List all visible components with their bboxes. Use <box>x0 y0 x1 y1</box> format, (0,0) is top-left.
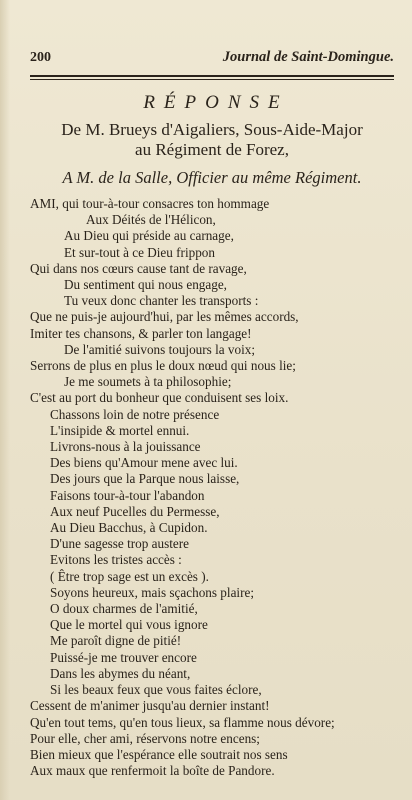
poem-line: Qu'en tout tems, qu'en tous lieux, sa flamme nous dévore; <box>30 714 335 730</box>
poem-line: Imiter tes chansons, & parler ton langage! <box>30 325 252 341</box>
header-rule <box>30 75 394 80</box>
byline <box>30 120 394 160</box>
poem-line: Evitons les tristes accès : <box>50 552 182 568</box>
poem-line: Aux Déités de l'Hélicon, <box>86 212 216 228</box>
page-number: 200 <box>30 50 51 65</box>
poem-title: RÉPONSE <box>143 92 289 113</box>
poem-line: Cessent de m'animer jusqu'au dernier instant! <box>30 698 270 714</box>
byline-line-1: De M. Brueys d'Aigaliers, Sous-Aide-Major <box>61 120 363 139</box>
poem-line: Des jours que la Parque nous laisse, <box>50 471 240 487</box>
poem-line: Des biens qu'Amour mene avec lui. <box>50 455 238 471</box>
poem-line: Serrons de plus en plus le doux nœud qui nous lie; <box>30 358 296 374</box>
running-header <box>30 48 394 67</box>
poem-line: O doux charmes de l'amitié, <box>50 601 198 617</box>
poem-line: C'est au port du bonheur que conduisent ses loix. <box>30 390 289 406</box>
poem-line: Me paroît digne de pitié! <box>50 633 182 649</box>
poem-line: Tu veux donc chanter les transports : <box>64 293 259 309</box>
poem-line: Aux maux que renfermoit la boîte de Pandore. <box>30 763 275 779</box>
poem-line: D'une sagesse trop austere <box>50 536 189 552</box>
poem-line: Livrons-nous à la jouissance <box>50 439 201 455</box>
poem-line: Que ne puis-je aujourd'hui, par les mêmes accords, <box>30 309 299 325</box>
poem-line: Au Dieu Bacchus, à Cupidon. <box>50 520 208 536</box>
poem-line: Bien mieux que l'espérance elle soutrait nos sens <box>30 746 288 762</box>
poem-line: Dans les abymes du néant, <box>50 665 191 681</box>
poem-line: AMI, qui tour-à-tour consacres ton hommage <box>30 196 270 211</box>
poem-line: De l'amitié suivons toujours la voix; <box>64 341 256 357</box>
poem-line: Pour elle, cher ami, réservons notre encens; <box>30 730 260 746</box>
poem-line: ( Être trop sage est un excès ). <box>50 568 209 584</box>
poem-line: Si les beaux feux que vous faites éclore, <box>50 682 262 698</box>
poem-line: Et sur-tout à ce Dieu frippon <box>64 244 215 260</box>
journal-title: Journal de Saint-Domingue. <box>222 49 394 65</box>
poem-line: Du sentiment qui nous engage, <box>64 277 227 293</box>
poem-body <box>30 196 394 779</box>
poem-line: Que le mortel qui vous ignore <box>50 617 208 633</box>
addressee-line: A M. de la Salle, Officier au même Régiment. <box>62 168 362 187</box>
poem-line: Qui dans nos cœurs cause tant de ravage, <box>30 260 247 276</box>
poem-line: Je me soumets à ta philosophie; <box>64 374 232 390</box>
poem-line: Puissé-je me trouver encore <box>50 649 197 665</box>
byline-line-2: au Régiment de Forez, <box>135 140 289 159</box>
poem-line: Soyons heureux, mais sçachons plaire; <box>50 584 254 600</box>
poem-line: L'insipide & mortel ennui. <box>50 422 190 438</box>
poem-line: Chassons loin de notre présence <box>50 406 220 422</box>
poem-line: Faisons tour-à-tour l'abandon <box>50 487 205 503</box>
poem-line: Au Dieu qui préside au carnage, <box>64 228 234 244</box>
poem-line: Aux neuf Pucelles du Permesse, <box>50 503 220 519</box>
